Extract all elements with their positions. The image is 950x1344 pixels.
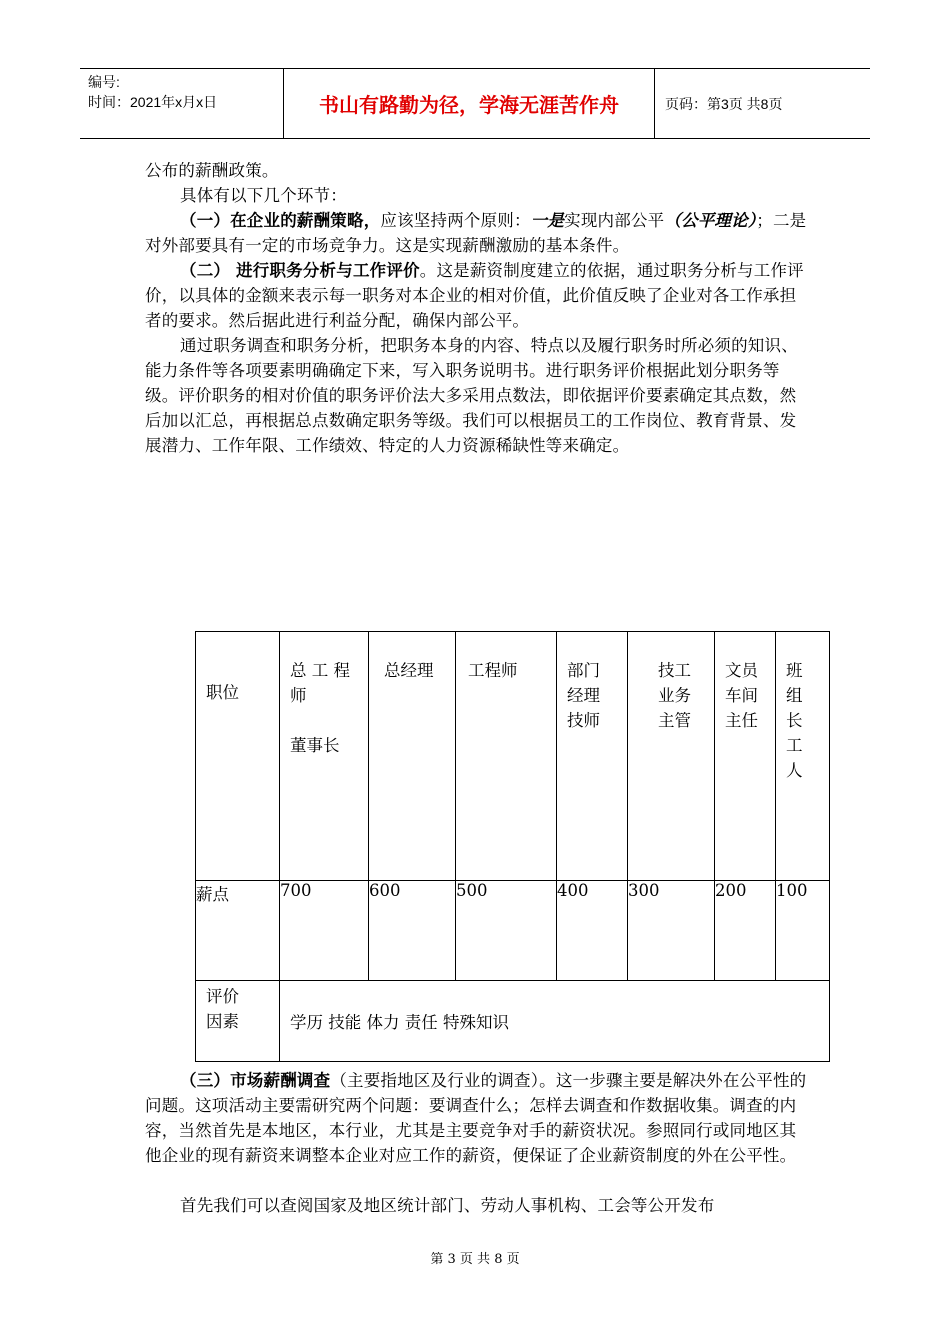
salary-points-table: [195, 631, 830, 1062]
header-motto: 书山有路勤为径，学海无涯苦作舟: [284, 69, 655, 138]
table-cell: 学历 技能 体力 责任 特殊知识: [280, 981, 830, 1062]
table-cell: 100: [776, 881, 830, 981]
section-heading-2: （二） 进行职务分析与工作评价: [180, 261, 420, 280]
section-heading-1: （一）在企业的薪酬策略，: [180, 211, 381, 230]
table-row-label: 职位: [196, 632, 280, 881]
table-cell: 200: [715, 881, 776, 981]
paragraph-text: （主要指地区及行业的调查）。这一步骤主要是解决外在公平性的问题。这项活动主要需研究两个问题：要调查什么；怎样去调查和作数据收集。调查的内容，当然首先是本地区，本行业，尤其是主要竞争对手的薪资状况。参照同行或同地区其他企业的现有薪资来调整本企业对应工作的薪资，便保证了企业薪资制度的外在公平性。: [145, 1071, 807, 1165]
table-cell: 文员 车间 主任: [715, 632, 776, 881]
emphasis-text: （公平理论）: [664, 211, 757, 230]
table-row: [196, 881, 830, 981]
table-row-label: 薪点: [196, 881, 280, 981]
table-cell: 300: [628, 881, 715, 981]
section-heading-3: （三）市场薪酬调查: [180, 1071, 331, 1090]
document-date-label: 时间：2021年x月x日: [88, 94, 218, 110]
table-cell: 班 组 长 工 人: [776, 632, 830, 881]
header-meta: [80, 69, 284, 138]
paragraph-text: 应该坚持两个原则：: [380, 211, 531, 230]
paragraph-text: 实现内部公平: [564, 211, 665, 230]
emphasis-text: 一是: [530, 211, 565, 230]
paragraph-strategy: [145, 208, 810, 258]
table-row-label: 评价 因素: [196, 981, 280, 1062]
paragraph-text: ；二是对外部要具有一定的市场竞争力。这是实现薪酬激励的基本条件。: [145, 211, 807, 255]
paragraph-job-analysis: [145, 258, 810, 333]
paragraph-data-sources: 首先我们可以查阅国家及地区统计部门、劳动人事机构、工会等公开发布: [180, 1196, 715, 1215]
table-cell: 500: [456, 881, 557, 981]
table-row: [196, 632, 830, 881]
document-number-label: 编号:: [88, 74, 120, 90]
paragraph-steps: 具体有以下几个环节：: [180, 186, 347, 205]
table-cell: 600: [369, 881, 456, 981]
table-row: [196, 981, 830, 1062]
table-cell: 400: [557, 881, 628, 981]
paragraph-text: 。这是薪资制度建立的依据，通过职务分析与工作评价，以具体的金额来表示每一职务对本企业的相对价值，此价值反映了企业对各工作承担者的要求。然后据此进行利益分配，确保内部公平。: [145, 261, 804, 330]
header-page-number: 页码：第3页 共8页: [665, 95, 783, 112]
paragraph-job-evaluation: 通过职务调查和职务分析，把职务本身的内容、特点以及履行职务时所必须的知识、能力条件等各项要素明确确定下来，写入职务说明书。进行职务评价根据此划分职务等级。评价职务的相对价值的职务评价法大多采用点数法，即依据评价要素确定其点数，然后加以汇总，再根据总点数确定职务等级。我们可以根据员工的工作岗位、教育背景、发展潜力、工作年限、工作绩效、特定的人力资源稀缺性等来确定。: [145, 336, 798, 455]
table-cell: 部门 经理 技师: [557, 632, 628, 881]
table-cell: 总 工 程 师 董事长: [280, 632, 369, 881]
page-footer: 第 3 页 共 8 页: [430, 1252, 520, 1267]
table-cell: 工程师: [456, 632, 557, 881]
table-cell: 技工 业务 主管: [628, 632, 715, 881]
paragraph-market-survey: [145, 1068, 810, 1168]
page-header: [80, 68, 870, 139]
paragraph-intro: 公布的薪酬政策。: [145, 161, 279, 180]
table-cell: 总经理: [369, 632, 456, 881]
table-cell: 700: [280, 881, 369, 981]
